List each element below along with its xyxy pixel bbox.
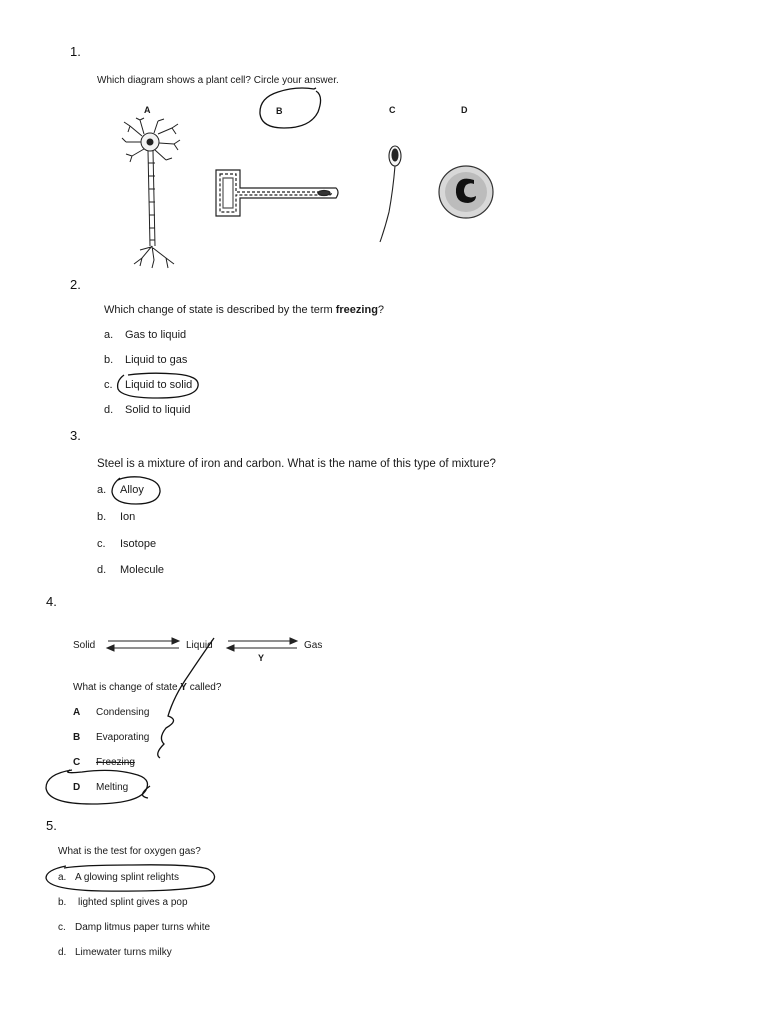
neuron-cell-icon xyxy=(120,118,190,268)
question-1-prompt: Which diagram shows a plant cell? Circle your answer. xyxy=(97,75,339,86)
diagram-label-c: C xyxy=(389,105,396,115)
root-hair-cell-icon xyxy=(212,168,342,220)
answer-circle-q2 xyxy=(114,371,204,401)
state-solid-label: Solid xyxy=(73,640,96,651)
option-q4-b[interactable]: B Evaporating xyxy=(73,732,150,743)
question-5-prompt: What is the test for oxygen gas? xyxy=(58,846,201,857)
diagram-label-a: A xyxy=(144,105,151,115)
option-q3-b[interactable]: b. Ion xyxy=(97,511,136,523)
option-q4-c[interactable]: C Freezing xyxy=(73,757,135,768)
answer-circle-q5 xyxy=(42,862,222,896)
option-q5-d[interactable]: d. Limewater turns milky xyxy=(58,947,172,958)
question-4-number: 4. xyxy=(46,594,57,609)
answer-circle-q4 xyxy=(42,766,168,808)
option-q4-a[interactable]: A Condensing xyxy=(73,707,150,718)
question-3-prompt: Steel is a mixture of iron and carbon. What is the name of this type of mixture? xyxy=(97,458,496,470)
diagram-label-b: B xyxy=(276,106,283,116)
option-q5-c[interactable]: c. Damp litmus paper turns white xyxy=(58,922,211,933)
option-q2-b[interactable]: b. Liquid to gas xyxy=(104,354,188,366)
option-q2-a[interactable]: a. Gas to liquid xyxy=(104,329,187,341)
question-1-number: 1. xyxy=(70,44,81,59)
option-q2-d[interactable]: d. Solid to liquid xyxy=(104,404,191,416)
question-4-prompt: What is change of state Y called? xyxy=(73,682,222,693)
diagram-label-d: D xyxy=(461,105,468,115)
question-2-number: 2. xyxy=(70,277,81,292)
sperm-cell-icon xyxy=(375,140,415,245)
red-blood-cell-icon xyxy=(436,163,496,221)
option-q5-b[interactable]: b. lighted splint gives a pop xyxy=(58,897,188,908)
question-3-number: 3. xyxy=(70,428,81,443)
option-q5-a[interactable]: a. A glowing splint relights xyxy=(58,872,179,883)
option-q3-a[interactable]: a. Alloy xyxy=(97,484,144,496)
answer-circle-q1 xyxy=(256,86,326,132)
option-q3-c[interactable]: c. Isotope xyxy=(97,538,157,550)
option-q2-c[interactable]: c. Liquid to solid xyxy=(104,379,193,391)
option-q3-d[interactable]: d. Molecule xyxy=(97,564,165,576)
question-2-prompt: Which change of state is described by the term freezing? xyxy=(104,304,385,316)
state-liquid-label: Liquid xyxy=(186,640,213,651)
option-q4-d[interactable]: D Melting xyxy=(73,782,129,793)
state-gas-label: Gas xyxy=(304,640,323,651)
question-5-number: 5. xyxy=(46,818,57,833)
answer-circle-q3 xyxy=(108,474,164,508)
change-y-label: Y xyxy=(258,653,265,663)
